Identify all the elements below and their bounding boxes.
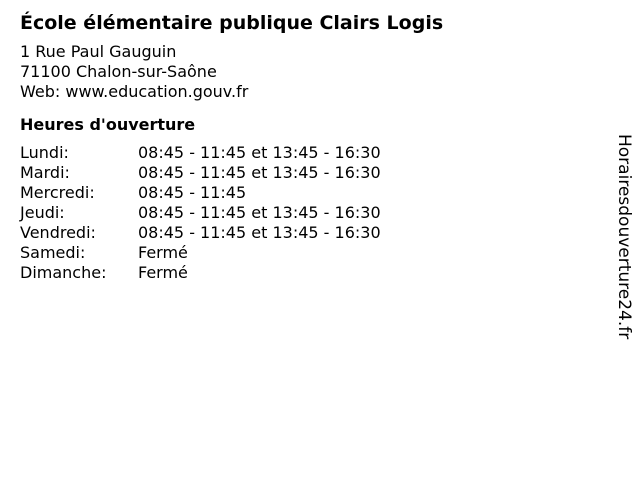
- hours-row-dimanche: [20, 263, 600, 283]
- day-label: Mercredi:: [20, 183, 95, 202]
- day-hours: 08:45 - 11:45 et 13:45 - 16:30: [138, 203, 381, 222]
- day-label: Lundi:: [20, 143, 69, 162]
- day-hours: Fermé: [138, 243, 188, 262]
- day-hours: 08:45 - 11:45 et 13:45 - 16:30: [138, 223, 381, 242]
- day-hours: Fermé: [138, 263, 188, 282]
- hours-row-mardi: [20, 163, 600, 183]
- hours-row-mercredi: [20, 183, 600, 203]
- day-label: Samedi:: [20, 243, 86, 262]
- day-label: Jeudi:: [20, 203, 65, 222]
- hours-row-jeudi: [20, 203, 600, 223]
- day-label: Vendredi:: [20, 223, 96, 242]
- day-label: Mardi:: [20, 163, 70, 182]
- school-info-card: [20, 10, 600, 283]
- website: Web: www.education.gouv.fr: [20, 82, 249, 101]
- day-hours: 08:45 - 11:45 et 13:45 - 16:30: [138, 163, 381, 182]
- day-hours: 08:45 - 11:45: [138, 183, 247, 202]
- hours-title: Heures d'ouverture: [20, 115, 196, 134]
- hours-table: [20, 143, 600, 283]
- school-name: École élémentaire publique Clairs Logis: [20, 12, 444, 34]
- address-block: [20, 42, 600, 102]
- hours-row-lundi: [20, 143, 600, 163]
- day-hours: 08:45 - 11:45 et 13:45 - 16:30: [138, 143, 381, 162]
- site-watermark: Horairesdouverture24.fr: [614, 134, 634, 340]
- hours-row-vendredi: [20, 223, 600, 243]
- day-label: Dimanche:: [20, 263, 107, 282]
- hours-row-samedi: [20, 243, 600, 263]
- address-city: 71100 Chalon-sur-Saône: [20, 62, 217, 81]
- address-street: 1 Rue Paul Gauguin: [20, 42, 177, 61]
